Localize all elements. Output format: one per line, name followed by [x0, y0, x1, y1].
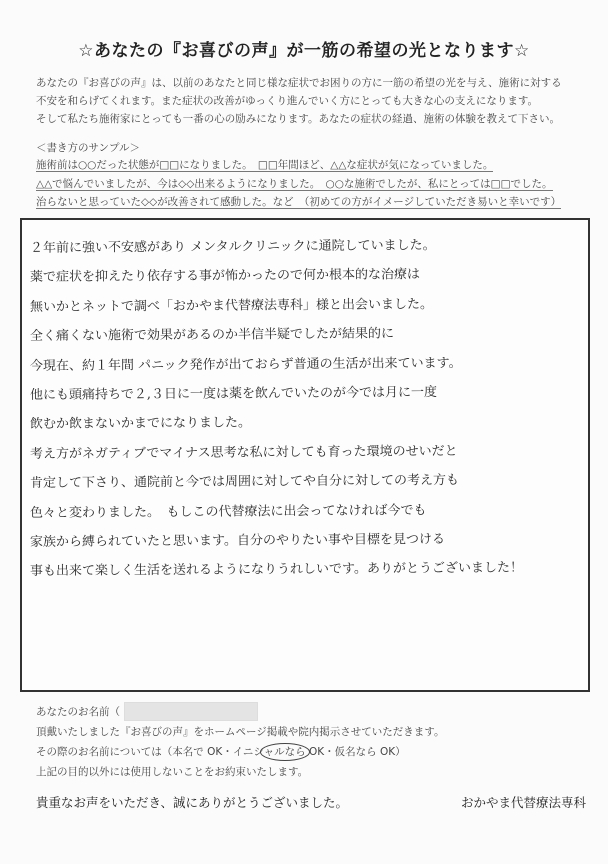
handwritten-line: 今現在、約１年間 パニック発作が出ておらず普通の生活が出来ています。	[29, 355, 462, 374]
name-label: あなたのお名前（	[36, 706, 120, 718]
handwritten-line: 他にも頭痛持ちで２,３日に一度は薬を飲んでいたのが今では月に一度	[29, 385, 438, 403]
sample-line: 施術前は○○だった状態が□□になりました。 □□年間ほど、△△な症状が気になっていました。	[36, 159, 494, 171]
handwritten-line: 肯定して下さり、通院前と今では周囲に対してや自分に対しての考え方も	[29, 473, 460, 492]
handwritten-line: ２年前に強い不安感があり メンタルクリニックに通院していました。	[29, 238, 436, 256]
footer	[36, 793, 586, 811]
sample-line: △△で悩んでいましたが、今は◇◇出来るようになりました。 ○○な施術でしたが、私にとっては□□でした。	[36, 177, 553, 190]
note-line: 頂戴いたしました『お喜びの声』をホームページ掲載や院内掲示させていただきます。	[36, 726, 445, 738]
handwritten-line: 色々と変わりました。 もしこの代替療法に出会ってなければ今でも	[29, 502, 427, 521]
note-line: その際のお名前については（本名で OK・イニシャルなら OK・仮名なら OK）	[36, 746, 406, 758]
handwritten-line: 薬で症状を抑えたり依存する事が怖かったので何か根本的な治療は	[29, 267, 421, 286]
intro-line: そして私たち施術家にとっても一番の心の励みになります。あなたの症状の経過、施術の体験を教えて下さい。	[36, 113, 560, 125]
handwritten-testimonial	[30, 232, 585, 585]
page-title: ☆あなたの『お喜びの声』が一筋の希望の光となります☆	[78, 41, 530, 61]
sample-line: 治らないと思っていた◇◇が改善されて感動した。など （初めての方がイメージしていただき易いと幸いです）	[36, 196, 562, 208]
note-line: 上記の目的以外には使用しないことをお約束いたします。	[36, 766, 309, 778]
intro-text	[36, 74, 576, 128]
sample-list	[36, 156, 586, 212]
name-row	[36, 702, 258, 721]
handwritten-line: 事も出来て楽しく生活を送れるようになりうれしいです。ありがとうございました！	[29, 560, 524, 580]
handwritten-line: 無いかとネットで調べ「おかやま代替療法専科」様と出会いました。	[29, 296, 434, 315]
clinic-name: おかやま代替療法専科	[460, 795, 586, 810]
handwritten-line: 家族から縛られていたと思います。自分のやりたい事や目標を見つける	[29, 531, 446, 550]
circled-choice: ャルなら	[263, 746, 306, 758]
intro-line: 不安を和らげてくれます。また症状の改善がゆっくり進んでいく方にとっても大きな心の支えになります。	[36, 95, 539, 107]
thanks-text: 貴重なお声をいただき、誠にありがとうございました。	[36, 795, 349, 810]
handwritten-line: 飲むか飲まないかまでになりました。	[29, 415, 252, 433]
name-redacted-field	[124, 702, 258, 721]
handwritten-line: 全く痛くない施術で効果があるのか半信半疑でしたが結果的に	[29, 326, 395, 345]
intro-line: あなたの『お喜びの声』は、以前のあなたと同じ様な症状でお困りの方に一筋の希望の光を与え、施術に対する	[36, 77, 562, 89]
usage-notes	[36, 722, 444, 782]
handwritten-line: 考え方がネガティブでマイナス思考な私に対しても育った環境のせいだと	[29, 443, 458, 462]
sample-heading: ＜書き方のサンプル＞	[36, 142, 141, 154]
